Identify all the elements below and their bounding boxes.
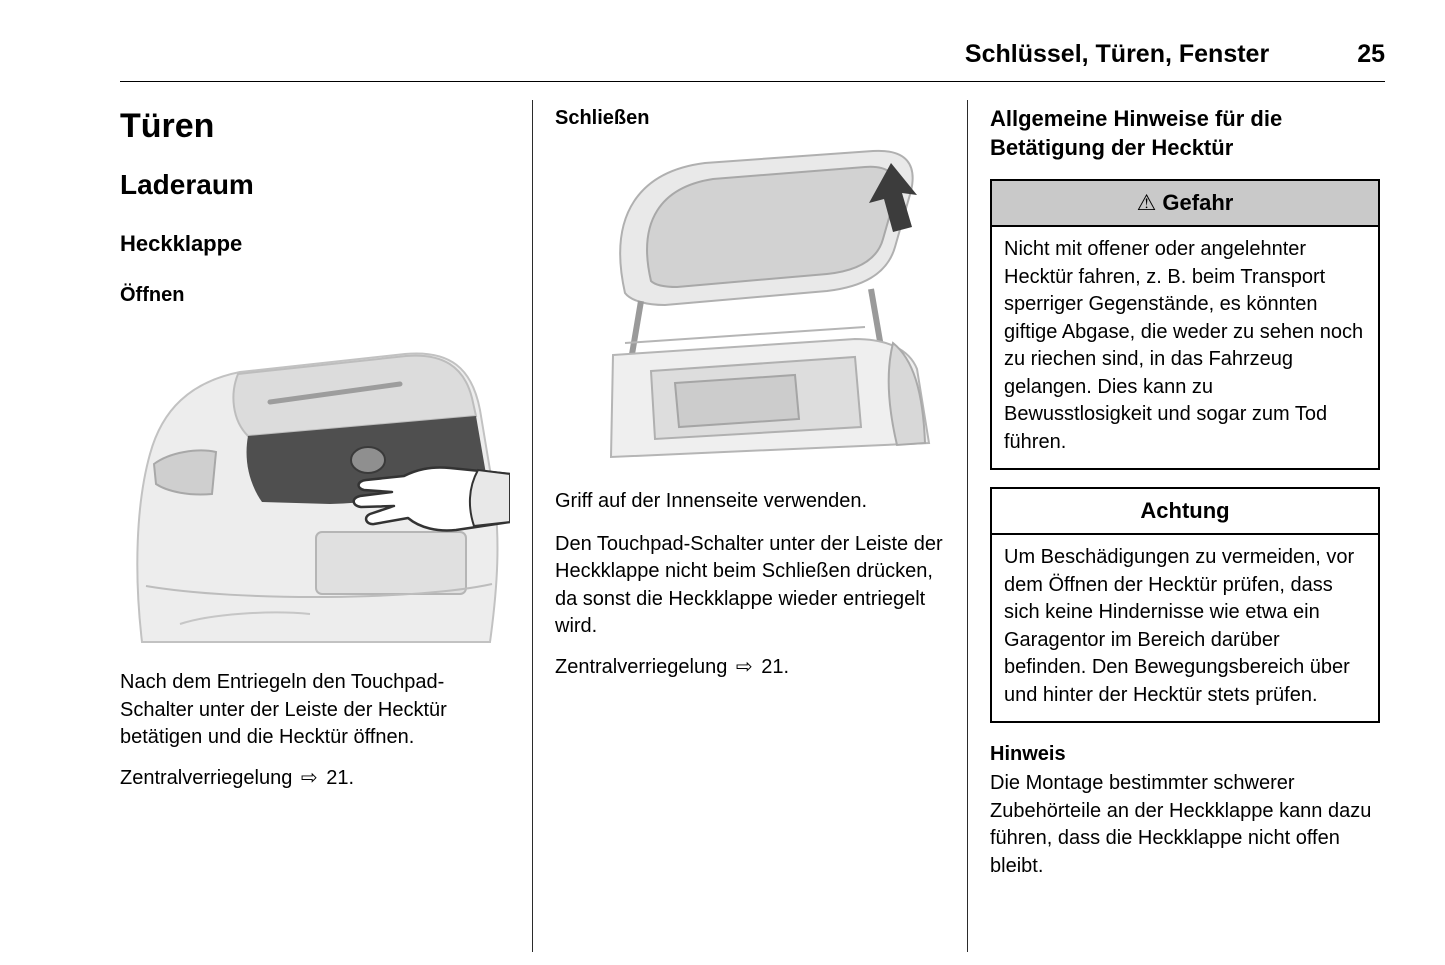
reference-label: Zentralverriegelung: [120, 766, 293, 789]
topic-title: Heckklappe: [120, 231, 243, 256]
paragraph-grip: Griff auf der Innenseite verwenden.: [555, 490, 868, 512]
step-title-open: Öffnen: [120, 284, 185, 306]
tailgate-open-grip-illustration: [555, 143, 945, 473]
subsection-title: Laderaum: [120, 169, 254, 200]
column-right: [990, 100, 1380, 952]
content-columns: [120, 100, 1385, 952]
danger-box-body: Nicht mit offener oder angelehnter Hecktür fahren, z. B. beim Transport sperriger Gegenstände, es könnten giftige Abgase, die weder zu sehen noch zu riechen sind, in das Fahrzeug gelangen. Dies kann zu Bewusstlosigkeit und sogar zum Tod führen.: [1004, 238, 1364, 453]
reference-arrow-icon: ⇨: [300, 766, 318, 789]
danger-box: [990, 179, 1380, 470]
page-number: 25: [1357, 40, 1385, 68]
column-left: [120, 100, 510, 952]
cross-reference-central-locking: [120, 765, 510, 793]
caution-box-title: Achtung: [1140, 498, 1230, 523]
column-divider: [532, 100, 533, 952]
caution-box-header: [992, 489, 1378, 535]
page-header: [120, 0, 1385, 82]
note-body: Die Montage bestimmter schwerer Zubehörteile an der Heckklappe kann dazu führen, dass die Heckklappe nicht offen bleibt.: [990, 772, 1372, 877]
caution-box: [990, 487, 1380, 723]
cross-reference-central-locking: [555, 654, 945, 682]
section-title: Türen: [120, 107, 215, 145]
reference-label: Zentralverriegelung: [555, 655, 728, 678]
paragraph-touchpad-warning: Den Touchpad-Schalter unter der Leiste der Heckklappe nicht beim Schließen drücken, da sonst die Heckklappe wieder entriegelt wird.: [555, 532, 943, 637]
reference-arrow-icon: ⇨: [735, 655, 753, 678]
caution-box-body: Um Beschädigungen zu vermeiden, vor dem Öffnen der Hecktür prüfen, dass sich keine Hindernisse wie etwa ein Garagentor im Bereich darüber befinden. Den Bewegungsbereich über und hinter der Hecktür stets prüfen.: [1004, 546, 1355, 706]
column-divider: [967, 100, 968, 952]
danger-box-header: [992, 181, 1378, 227]
step-title-close: Schließen: [555, 107, 650, 129]
general-notes-heading: Allgemeine Hinweise für die Betätigung der Hecktür: [990, 106, 1283, 160]
danger-box-title: Gefahr: [1162, 190, 1234, 215]
reference-target-page: 21.: [326, 766, 355, 789]
paragraph-open-instruction: Nach dem Entriegeln den Touchpad-Schalter unter der Leiste der Hecktür betätigen und die Hecktür öffnen.: [120, 671, 447, 748]
chapter-title: Schlüssel, Türen, Fenster: [964, 40, 1270, 68]
warning-triangle-icon: ⚠: [1136, 190, 1157, 215]
reference-target-page: 21.: [761, 655, 790, 678]
note-title: Hinweis: [990, 743, 1066, 765]
column-middle: [555, 100, 945, 952]
tailgate-touchpad-hand-illustration: [120, 324, 510, 654]
